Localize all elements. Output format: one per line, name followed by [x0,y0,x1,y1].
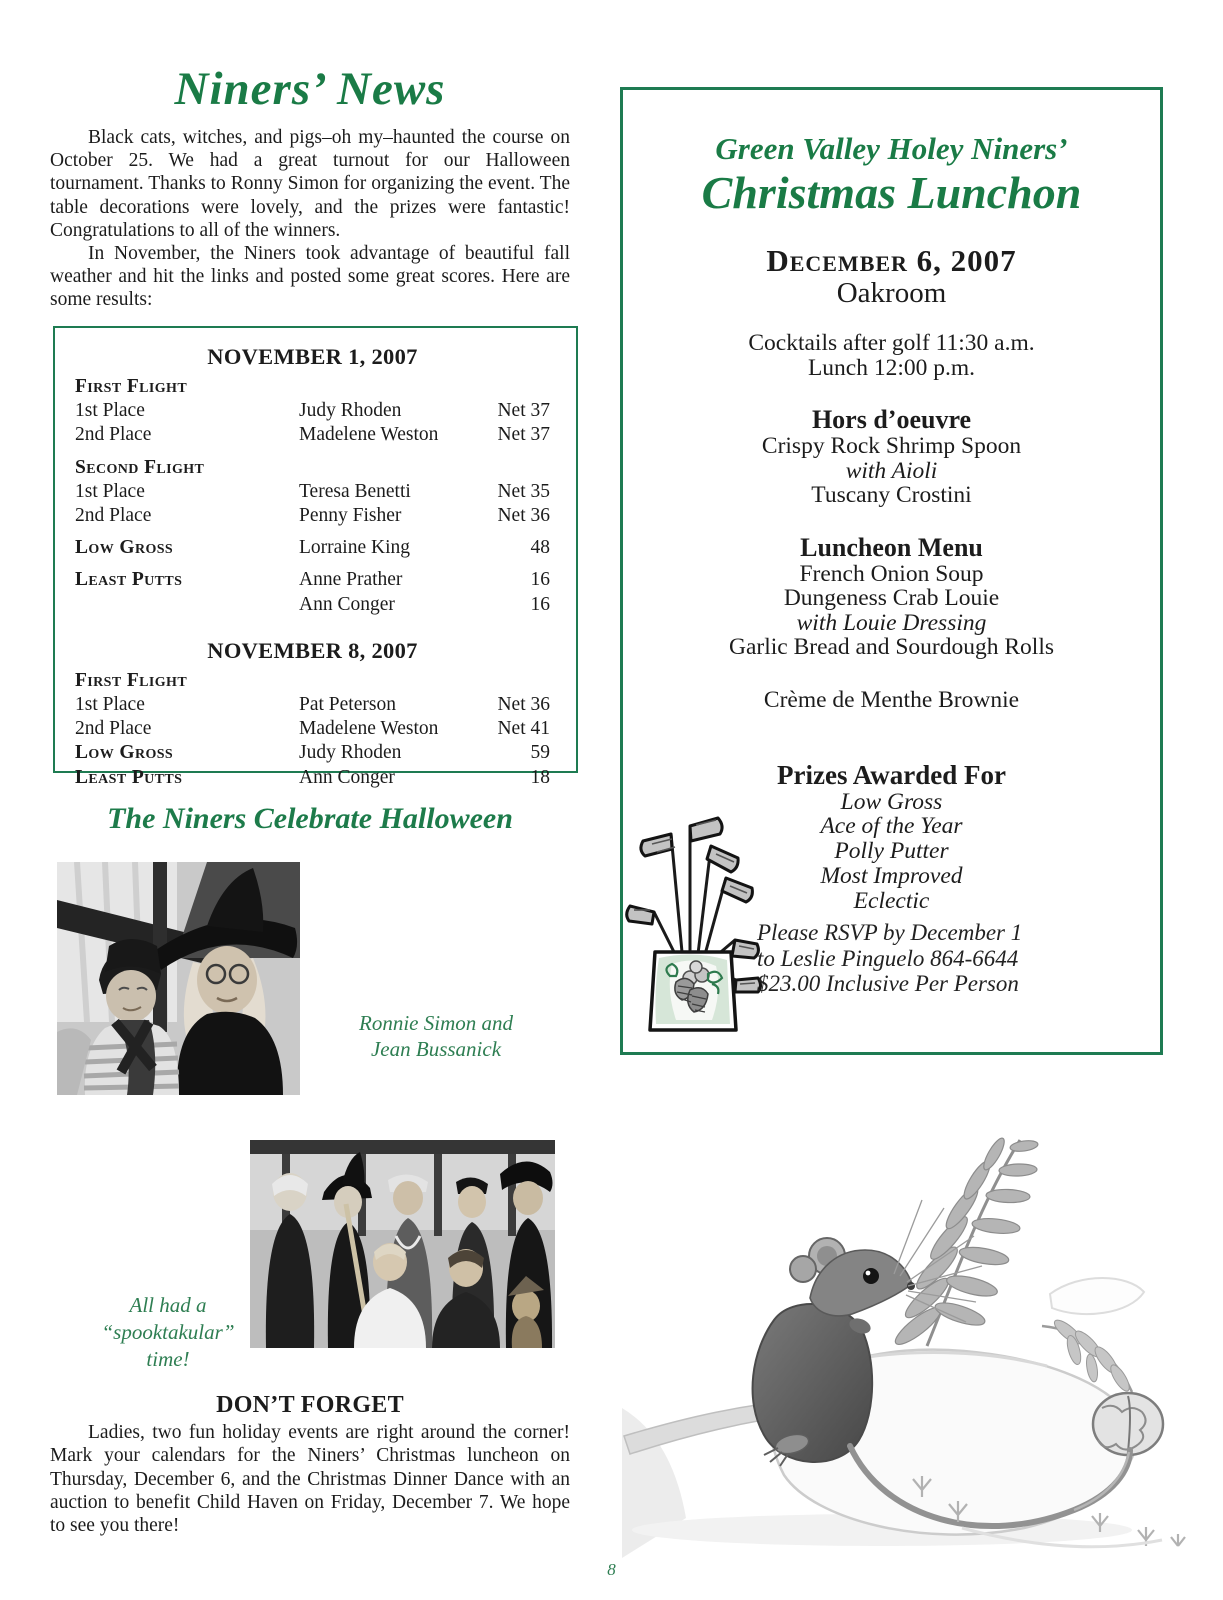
prize-item: Polly Putter [834,838,949,865]
lunch-time: Lunch 12:00 p.m. [807,354,976,381]
luncheon-item: Dungeness Crab Louie [783,585,1000,611]
dessert-item: Crème de Menthe Brownie [763,686,1020,713]
halloween-photo-group [250,1140,555,1348]
event-venue: Oakroom [836,277,947,309]
table-row: Second Flight [75,456,205,478]
rsvp-line2: to Leslie Pinguelo 864-6644 [757,945,1019,971]
table-row: 2nd Place Madelene Weston Net 37 [75,424,550,446]
mouse-fern-illustration [622,1088,1188,1558]
table-row: 1st Place Judy Rhoden Net 37 [75,400,550,422]
table-row: Ann Conger 16 [299,593,550,615]
prizes-heading: Prizes Awarded For [777,759,1006,790]
cocktails-time: Cocktails after golf 11:30 a.m. [748,330,1035,356]
page-title: Niners’ News [174,63,446,115]
hors-doeuvre-heading: Hors d’oeuvre [811,405,972,434]
event-date: December 6, 2007 [766,243,1017,278]
intro-paragraph-1: Black cats, witches, and pigs–oh my–haunted the course on October 25. We had a great turnout for our Halloween tournament. Thanks to Ronny Simon for organizing the event. The table decorations were lovely, and the prizes were fantastic! Congratulations to all of the winners. [50,127,570,241]
table-row: 1st Place Teresa Benetti Net 35 [75,480,550,502]
rsvp-block [757,920,1067,997]
results-heading-nov1: NOVEMBER 1, 2007 [207,344,418,369]
event-times [623,331,1160,380]
table-row: Low Gross Lorraine King 48 [75,537,550,559]
prize-item: Low Gross [840,788,943,815]
page-number: 8 [607,1560,616,1579]
luncheon-menu-heading: Luncheon Menu [800,532,983,562]
table-row: First Flight [75,376,188,397]
dont-forget-heading: DON’T FORGET [216,1392,404,1418]
luncheon-item: French Onion Soup [799,560,984,587]
mouse-illustration-image [622,1088,1188,1558]
intro-paragraphs [50,126,570,312]
hors-item: Crispy Rock Shrimp Spoon [761,433,1022,459]
halloween-section-heading: The Niners Celebrate Halloween [107,802,513,835]
rsvp-line3: $23.00 Inclusive Per Person [757,971,1019,996]
prize-item: Eclectic [853,887,930,914]
table-row: 2nd Place Madelene Weston Net 41 [75,718,550,740]
table-row: 2nd Place Penny Fisher Net 36 [75,505,550,527]
photo1-caption-line1: Ronnie Simon and [359,1011,513,1035]
table-row: Least Putts Ann Conger 18 [75,766,550,788]
table-row: 1st Place Pat Peterson Net 36 [75,694,550,716]
luncheon-item: with Louie Dressing [796,609,987,636]
golf-clubs-icon [624,812,762,1034]
rsvp-line1: Please RSVP by December 1 [757,920,1023,945]
tournament-results-box [53,326,578,788]
photo1-caption-line2: Jean Bussanick [370,1037,502,1061]
hors-item: Tuscany Crostini [811,482,972,508]
results-heading-nov8: NOVEMBER 8, 2007 [207,637,418,663]
dont-forget-paragraph: Ladies, two fun holiday events are right around the corner! Mark your calendars for the Niners’ Christmas luncheon on Thursday, December 6, and the Christmas Dinner Dance with an auction to benefit Child Haven on Friday, December 7. We hope to see you there! [50,1422,570,1537]
hors-item: with Aioli [845,457,938,484]
golf-clubs-illustration [624,812,762,1034]
prize-item: Most Improved [820,862,963,889]
photo2-caption-line1: All had a [129,1293,207,1317]
event-title: Christmas Lunchon [701,167,1082,218]
table-row: First Flight [75,669,188,691]
photo2-caption-line2: “spooktakular” time! [101,1320,235,1371]
organization-name: Green Valley Holey Niners’ [715,131,1068,166]
table-row: Least Putts Anne Prather 16 [75,569,550,591]
halloween-photo-two-women [57,862,300,1095]
prize-item: Ace of the Year [820,813,963,840]
table-row: Low Gross Judy Rhoden 59 [75,742,550,764]
halloween-photo-2-image [250,1140,555,1348]
luncheon-item: Garlic Bread and Sourdough Rolls [728,634,1055,660]
halloween-photo-1-image [57,862,300,1095]
photo2-caption [78,1292,258,1373]
dont-forget-section [50,1394,570,1537]
intro-paragraph-2: In November, the Niners took advantage of beautiful fall weather and hit the links and posted some great scores. Here are some results: [50,243,570,311]
photo1-caption [336,1010,536,1062]
